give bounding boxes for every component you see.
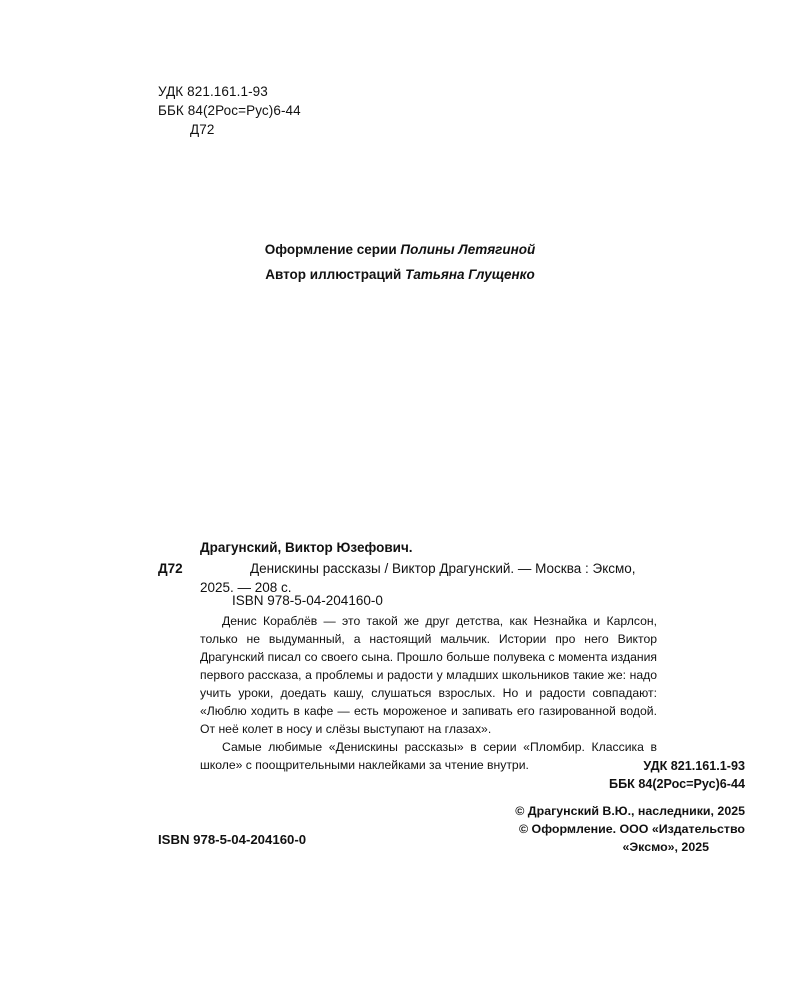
- series-design-credit: [0, 243, 800, 257]
- record-body: [158, 559, 660, 597]
- illustrations-label: Автор иллюстраций: [265, 266, 406, 282]
- copyright-block: [0, 803, 745, 857]
- udk-code-bottom: УДК 821.161.1-93: [643, 759, 745, 773]
- isbn-record: ISBN 978-5-04-204160-0: [232, 593, 383, 608]
- series-design-label: Оформление серии: [264, 242, 401, 257]
- credits-block: [0, 243, 800, 292]
- isbn-bottom: ISBN 978-5-04-204160-0: [158, 832, 307, 847]
- classification-block-bottom: [0, 758, 745, 794]
- copyright-line-2: © Оформление. ООО «Издательство: [518, 821, 745, 836]
- series-design-name: Полины Летягиной: [400, 242, 536, 257]
- bibliographic-record: [158, 538, 660, 597]
- illustrations-credit: [0, 268, 800, 282]
- annotation-paragraph-2: Самые любимые «Денискины рассказы» в серии «Пломбир. Классика в школе» с поощрительными наклейками за чтение внутри.: [200, 739, 657, 772]
- bbk-code-top: ББК 84(2Рос=Рус)6-44: [158, 103, 301, 119]
- annotation-block: [200, 613, 657, 774]
- sigla-code-top: Д72: [190, 122, 215, 138]
- classification-block-top: [158, 82, 301, 139]
- record-sigla: Д72: [158, 561, 183, 577]
- illustrations-name: Татьяна Глущенко: [405, 266, 535, 282]
- copyright-line-3: «Эксмо», 2025: [622, 839, 709, 854]
- record-description: Денискины рассказы / Виктор Драгунский. — Москва : Эксмо, 2025. — 208 с.: [200, 561, 636, 596]
- udk-code-top: УДК 821.161.1-93: [158, 84, 268, 99]
- copyright-line-1: © Драгунский В.Ю., наследники, 2025: [515, 804, 745, 818]
- bbk-code-bottom: ББК 84(2Рос=Рус)6-44: [609, 776, 745, 791]
- record-author: Драгунский, Виктор Юзефович.: [200, 540, 413, 555]
- annotation-paragraph-1: Денис Кораблёв — это такой же друг детства, как Незнайка и Карлсон, только не выдуманный, а настоящий мальчик. Истории про него Виктор Драгунский писал со своего сына. Прошло больше полувека с момента издания первого рассказа, а проблемы и радости у младших школьников такие же: надо учить уроки, доедать кашу, слушаться взрослых. Но и радости совпадают: «Люблю ходить в кафе — есть мороженое и запивать его газированной водой. От неё колет в носу и слёзы выступают на глазах».: [200, 614, 657, 736]
